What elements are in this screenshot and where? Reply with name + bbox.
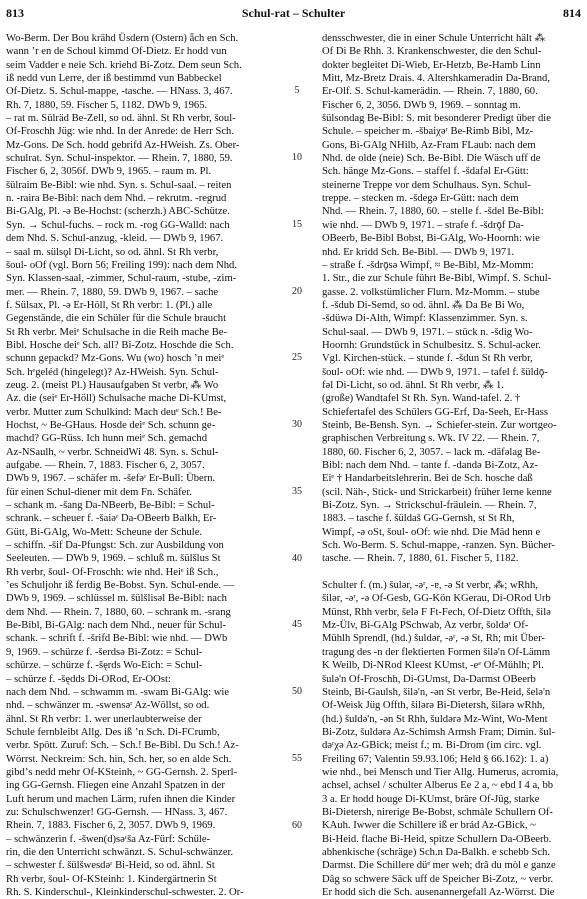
right-column-line: Of Di Be Rhh. 3. Krankenschwester, die den Schul- [322, 46, 542, 58]
left-column-line: rin, die den Unterricht schwänzt. S. Schul-schwänzer. [6, 846, 234, 858]
left-column-line: Rh. S. Kinderschul-, Kleinkinderschul-schwester. 2. Or- [6, 887, 244, 898]
left-column-line: DWb 9, 1967. – schäfer m. -šefəʳ Er-Bull: Übern. [6, 473, 216, 485]
right-column-line: Mitt, Mz-Bretz Drais. 4. Altershkameradin Da-Brand, [322, 73, 550, 85]
right-column-line: Of-Weisk Jüg Offth, šilərə Bi-Dietersh, šilərə wRhh, [322, 700, 545, 712]
left-column-line: nhd. – schwänzer m. -swensəʳ Az-Wöllst, so od. [6, 700, 210, 712]
line-number: 15 [292, 218, 302, 230]
left-column-line: Bi-GAlg, Pl. -ə Be-Hochst: (scherzh.) ABC-Schütze. [6, 206, 230, 218]
left-column-line: Az-NSaulh, ~ verbr. SchneidWi 48. Syn. s. Schul- [6, 446, 219, 458]
left-column-line: Hochst, ~ Be-GHaus. Hosde deiᵉ Sch. schunn ge- [6, 419, 216, 431]
left-column-line: 9, 1969. – schürze f. -šerdsə Bi-Zotz: = Schul- [6, 646, 203, 658]
right-column-line: densschwester, die in einer Schule Unterricht hält ⁂ [322, 33, 546, 44]
left-column-line: verbr. Mutter zum Schulkind: Mach deuᵉ Sch.! Be- [6, 406, 222, 418]
page-number-left: 813 [6, 6, 24, 20]
line-number: 45 [292, 619, 302, 631]
right-column-line: Schul-saal. — DWb 9, 1971. – stück n. -šdig Wo- [322, 326, 533, 338]
line-number: 50 [292, 686, 302, 698]
left-column-line: – schwester f. šülšwesdəʳ Bi-Heid, so od. ähnl. St [6, 860, 215, 872]
left-column-line: – schwänzerin f. -šwen(d)səʳša Az-Fürf: Schüle- [6, 833, 211, 845]
right-column-line: Fischer 6, 2, 3056. DWb 9, 1969. – sonntag m. [322, 99, 521, 111]
right-column-line: graphischen Verbreitung s. Wk. IV 22. — Rhein. 7, [322, 433, 540, 445]
right-column-line: 1883. – tasche f. šüldaš GG-Gernsh, st St Rh, [322, 513, 515, 525]
left-column-line: Syn. Klassen-saal, -zimmer, Schul-raum, -stube, -zim- [6, 273, 237, 285]
left-column-line: Rh verbr, šoul- Of-Froschh: wie nhd. Heiᵉ iß Sch., [6, 566, 219, 578]
left-column-line: Rhein. 7, 1883. Fischer 6, 2, 3057. DWb 9, 1969. [6, 820, 216, 832]
left-column-line: Gegenstände, die ein Schüler für die Schule braucht [6, 313, 227, 325]
right-column-line: f. -šdub Di-Semd, so od. ähnl. ⁂ Da Be Bi Wo, [322, 299, 525, 311]
right-column-line: steinerne Treppe vor dem Schulhaus. Syn. Schul- [322, 179, 531, 191]
right-column-line: Nhd. de olde (neie) Sch. Be-Bibl. Die Wäsch uff de [322, 153, 541, 165]
right-column-line: tragung des -n der flektierten Formen šilə'n Of-Lämm [322, 646, 551, 658]
right-column-line: Sch. hänge Mz-Gons. – staffel f. -šdafəl Er-Gütt: [322, 166, 529, 178]
right-column-line: KAuh. Iwwer die Schillere iß er brád Az-GBick, ~ [322, 820, 537, 832]
left-column-line: Bibl. Hosche deiᵉ Sch. all? Bi-Zotz. Hoschde die Sch. [6, 339, 234, 351]
right-column [322, 32, 584, 898]
line-number: 30 [292, 419, 302, 431]
left-column-line: verbr. Spött. Zuruf: Sch. – Sch.! Be-Bibl. Du Sch.! Az- [6, 740, 239, 752]
left-column-line: DWb 9, 1969. – schlüssel m. šülšlisəl Be-Bibl: nach [6, 593, 227, 605]
right-column-line: tasche. — Rhein. 7, 1880, 61. Fischer 5, 1182. [322, 553, 519, 565]
left-column-line: ing GG-Gernsh. Fliegen eine Anzahl Spatzen in der [6, 780, 225, 792]
left-column-line: šülraim Be-Bibl: wie nhd. Syn. s. Schul-saal. – reiten [6, 179, 232, 191]
right-column-line: Er hodd sich die Sch. ausenannergefall Az-Wörrst. Die [322, 887, 555, 898]
right-column-line: (hd.) šuldə'n, -ən St Rhh, šuldərə Mz-Wint, Wo-Ment [322, 713, 548, 725]
right-column-line: dokter begleitet Di-Wieb, Er-Hetzb, Be-Hamb Linn [322, 59, 541, 71]
left-column-line: ʼes Schuljohr iß ferdig Be-Bobst. Syn. Schul-ende. — [6, 580, 235, 592]
right-column-line: Gons, Bi-GAlg NHilb, Az-Fram FLaub: nach dem [322, 139, 536, 151]
right-column-line: Dâg so schwere Säck uff de Speicher Bi-Zotz, ~ verbr. [322, 873, 554, 885]
right-column-line: Eiᵉ † Handarbeitslehrerin. Bei de Sch. hosche daß [322, 473, 533, 485]
right-column-line: K Weilb, Di-NRod Kleest KUmst, -eᵉ Of-Mühlh; Pl. [322, 660, 544, 672]
right-column-line: wie nhd. — DWb 9, 1971. – strafe f. -šdrǭf Da- [322, 219, 524, 231]
right-column-line: -šdüwə Di-Alth, Wimpf: Klassenzimmer. Syn. s. [322, 313, 528, 325]
right-column-line: dəʳχə Az-GBick; meist f.; m. Bi-Drom (im circ. vgl. [322, 740, 542, 752]
left-column-line: für einen Schul-diener mit dem Fn. Schäfer. [6, 486, 192, 498]
left-column-line: – rat m. Sülräd Be-Zell, so od. ähnl. St Rh verbr, šoul- [6, 113, 236, 125]
left-column-line: zeug. 2. (meist Pl.) Hausaufgaben St verbr, ⁂ Wo [6, 379, 219, 391]
left-column-line: Seeleuten. — DWb 9, 1969. – schluß m. šülšlus St [6, 553, 221, 565]
page-header [6, 6, 581, 22]
line-number: 25 [292, 352, 302, 364]
right-column-line: – straße f. -šdrǭsə Wimpf, ≈ Be-Bibl, Mz-Momm: [322, 259, 534, 271]
page-number-right: 814 [563, 6, 581, 20]
left-column-line: schulrat. Syn. Schul-inspektor. — Rhein. 7, 1880, 59. [6, 153, 233, 165]
left-column-line: šoul- oOf (vgl. Born 56; Freiling 199): nach dem Nhd. [6, 259, 237, 271]
right-column-line: Schulter f. (m.) šulər, -əʳ, -ɐ, -ə St verbr, ⁂; wRhh, [322, 580, 538, 592]
left-column-line: f. Sülsax, Pl. -ə Er-Höll, St Rh verbr: 1. (Pl.) alle [6, 299, 213, 311]
line-number: 20 [292, 285, 302, 297]
left-column-line: dem Nhd. S. Schul-anzug, -kleid. — DWb 9, 1967. [6, 233, 224, 245]
left-column-line: – schürze f. -šędds Di-ORod, Er-OOst: [6, 673, 171, 685]
right-column-line: šülsondag Be-Bibl: S. mit besonderer Predigt über die [322, 113, 551, 125]
left-column-line: schürze. – schürze f. -šęrds Wo-Eich: = Schul- [6, 660, 203, 672]
left-column-line: Fischer 6, 2, 3056f. DWb 9, 1965. – raum m. Pl. [6, 166, 212, 178]
left-column-line: Schule fernbleibt Allg. Des iß ʼn Sch. Di-FCrumb, [6, 726, 220, 738]
right-column-line: (scil. Näh-, Stick- und Strickarbeit) früher lerne kenne [322, 486, 552, 498]
right-column-line: Nhd. — Rhein. 7, 1880, 60. – stelle f. -šdel Be-Bibl: [322, 206, 544, 218]
left-column-line: Luft herum und machen Lärm, rufen ihnen die Kinder [6, 793, 236, 805]
left-column-line: iß nedd vun Lerre, der iß bestimmd vun Babbeckel [6, 73, 222, 85]
line-number-gutter [282, 32, 312, 850]
right-column-line: Schiefertafel des Schülers GG-Erf, Da-Seeh, Er-Hass [322, 406, 548, 418]
right-column-line: Mz-Ülv, Bi-GAlg PSchwab, Az verbr, šoldəʳ Of- [322, 620, 529, 632]
left-column-line: wann ʼr en de Schoul kimmd Of-Dietz. Er hodd vun [6, 46, 227, 58]
right-column-line: Bi-Zotz. Syn. → Strickschul-fräulein. — Rhein. 7, [322, 500, 537, 512]
left-column-line: Rh verbr, šoul- Of-KSteinh: 1. Kindergärtnerin St [6, 873, 217, 885]
right-column-line: nhd. Er kridd Sch. Be-Bibl. — DWb 9, 1971. [322, 246, 515, 258]
left-column-line: n. -raira Be-Bibl: nach dem Nhd. – rekrutm. -regrud [6, 193, 227, 205]
line-number: 35 [292, 485, 302, 497]
right-column-line: Münst, Rhh verbr, šelə F Ft-Fech, Of-Dietz Offth, šilə [322, 606, 551, 618]
left-column-line: – schank m. -šang Da-NBeerb, Be-Bibl: = Schul- [6, 500, 215, 512]
left-column-line: – saal m. sülsǫl Di-Licht, so od. ähnl. St Rh verbr, [6, 246, 219, 258]
right-column-line: (große) Wandtafel St Rh. Syn. Wand-tafel. 2. † [322, 393, 521, 405]
left-column-line: zu: Schulschwenzer! GG-Gernsh. — HNass. 3, 467. [6, 806, 228, 818]
left-column-line: schunn gepackd? Mz-Gons. Wu (wo) hosch ʼn meiᵉ [6, 353, 225, 365]
right-column-line: fəl Di-Licht, so od. ähnl. St Rh verbr, ⁂ 1. [322, 379, 504, 391]
right-column-line: Sch. Wo-Berm. S. Schul-mappe, -ranzen. Syn. Bücher- [322, 540, 555, 552]
right-column-line: wie nhd., bei Mensch und Tier Allg. Humerus, acromia, [322, 766, 559, 778]
line-number: 60 [292, 819, 302, 831]
line-number: 40 [292, 552, 302, 564]
right-column-line: Bi-Dietersh, nirerige Be-Bobst, schmàle Schullern Of- [322, 806, 553, 818]
right-column-line: 1880, 60. Fischer 6, 2, 3057. – lack m. -däfəlag Be- [322, 446, 541, 458]
right-column-line: Darmst. Die Schillere düᵉ mer weh; drâ du mòl e ganze [322, 860, 556, 872]
left-column-line: schrank. – scheuer f. -šaiəʳ Da-OBeerb Balkh, Er- [6, 513, 217, 525]
right-column-line: Wimpf, -ə oSt, šoul- oOf: wie nhd. Die Mäd henn e [322, 526, 541, 538]
left-column-line: gibdʼs nedd mehr Of-KSteinh, ~ GG-Gernsh. 2. Sperl- [6, 766, 238, 778]
right-column-line: abhenkische (schräge) Sch.n Da-Balkh. e schebb Sch. [322, 846, 550, 858]
right-column-line: OBeerb, Be-Bibl Bobst, Bi-GAlg, Wo-Hoornh: wie [322, 233, 540, 245]
right-column-line: gasse. 2. volkstümlicher Flurn. Mz-Momm. – stube [322, 286, 540, 298]
right-column-line: Steinb, Be-Bensh. Syn. → Schiefer-stein. Zur wortgeo- [322, 419, 557, 431]
left-column-line: Mz-Gons. De Sch. hodd gebrifd Az-HWeish. Zs. Ober- [6, 139, 240, 151]
right-column-line: 1. Str., die zur Schule führt Be-Bibl, Wimpf. S. Schul- [322, 273, 552, 285]
right-column-line: šoul- oOf: wie nhd. — DWb 9, 1971. – tafel f. šüldǭ- [322, 366, 548, 378]
left-column-line: Syn. → Schul-fuchs. – rock m. -rog GG-Walld: nach [6, 219, 230, 231]
left-column [6, 32, 268, 898]
right-column-line: Er-Olf. S. Schul-kamerädin. — Rhein. 7, 1880, 60. [322, 86, 538, 98]
left-column-line: Wo-Berm. Der Bou krähd Üsdern (Ostern) ǟch en Sch. [6, 33, 239, 44]
right-column-line: achsel, achsel / schulter Alberus Ee 2 a, ~ ebd I 4 a, bb [322, 780, 554, 792]
right-column-line: Freiling 67; Valentin 59.93.106; Held § 66.162): 1. a) [322, 753, 549, 765]
left-column-line: nach dem Nhd. – schwamm m. -swam Bi-GAlg: wie [6, 686, 230, 698]
left-column-line: ähnl. St Rh verbr: 1. wer unerlaubterweise der [6, 713, 202, 725]
right-column-line: šulə'n Of-Froschh, Di-GUmst, Da-Darmst OBeerb [322, 673, 536, 685]
left-column-line: machd? GG-Rüss. Ich hunn meiᵉ Sch. gemachd [6, 433, 208, 445]
right-column-line: 3 a. Er hodd houge Di-KUmst, bräre Of-Jüg, starke [322, 793, 540, 805]
line-number: 5 [294, 85, 300, 97]
left-column-line: schank. – schrift f. -šrifd Be-Bibl: wie nhd. — DWb [6, 633, 228, 645]
right-column-line: Steinb, Bi-Gaulsh, šilə'n, -ən St verbr, Be-Heid, šelə'n [322, 686, 551, 698]
left-column-line: dem Nhd. — Rhein. 7, 1880, 60. – schrank m. -srang [6, 606, 231, 618]
left-column-line: St Rh verbr. Meiᵉ Schulsache in die Reih mache Be- [6, 326, 228, 338]
running-head: Schul-rat – Schulter [241, 6, 346, 20]
right-column-line: Bibl: nach dem Nhd. – tante f. -dandə Bi-Zotz, Az- [322, 460, 538, 471]
left-column-line: aufgabe. — Rhein. 7, 1883. Fischer 6, 2, 3057. [6, 460, 205, 471]
right-column-line: Bi-Heid. flache Bi-Heid, spitze Schullern Da-OBeerb. [322, 833, 552, 845]
left-column-line: – schiffn. -šif Da-Pfungst: Sch. zur Ausbildung von [6, 540, 224, 552]
left-column-line: Of-Dietz. S. Schul-mappe, -tasche. — HNass. 3, 467. [6, 86, 233, 98]
right-column-line: šilər, -əʳ, -ə Of-Gesb, GG-Kön KGerau, Di-ORod Urb [322, 593, 551, 605]
right-column-line: Schule. – speicher m. -šbaiχəʳ Be-Rimb Bibl, Mz- [322, 126, 534, 138]
right-column-line: treppe. – stecken m. -šdegə Er-Gütt: nach dem [322, 193, 519, 205]
left-column-line: seim Vadder e neie Sch. kriehd Bi-Zotz. Dem seun Sch. [6, 59, 242, 71]
left-column-line: Be-Bibl, Bi-GAlg: nach dem Nhd., neuer für Schul- [6, 620, 227, 632]
right-column-line: Bi-Zotz, šuldərə Az-Schimsh Armsh Fram; Dimin. šul- [322, 726, 556, 738]
left-column-line: Gütt, Bi-GAlg, Wo-Mett: Scheune der Schule. [6, 526, 203, 538]
right-column-line: Vgl. Kirchen-stück. – stunde f. -šdun St Rh verbr, [322, 353, 533, 365]
left-column-line: Az. die (seiᵉ Er-Höll) Schulsache mache Di-KUmst, [6, 393, 227, 405]
left-column-line: Of-Froschh Jüg: wie nhd. In der Anrede: de Herr Sch. [6, 126, 235, 138]
left-column-line: mer. — Rhein. 7, 1880, 59. DWb 9, 1967. – sache [6, 286, 219, 298]
left-column-line: Wörrst. Neckreim: Sch. hin, Sch. her, so en alde Sch. [6, 753, 232, 765]
right-column-line: Mühlh Sprendl, (hd.) šuldər, -əʳ, -ə St, Rh; mit Über- [322, 633, 545, 645]
left-column-line: Sch. hᵉgeléd (hingelegt)? Az-HWeish. Syn. Schul- [6, 366, 219, 378]
line-number: 10 [292, 152, 302, 164]
right-column-line [322, 566, 584, 579]
left-column-line: Rh. 7, 1880, 59. Fischer 5, 1182. DWb 9, 1965. [6, 99, 208, 111]
right-column-line: Hoornh: Grundstück in Schulbesitz. S. Schul-acker. [322, 339, 541, 351]
line-number: 55 [292, 752, 302, 764]
